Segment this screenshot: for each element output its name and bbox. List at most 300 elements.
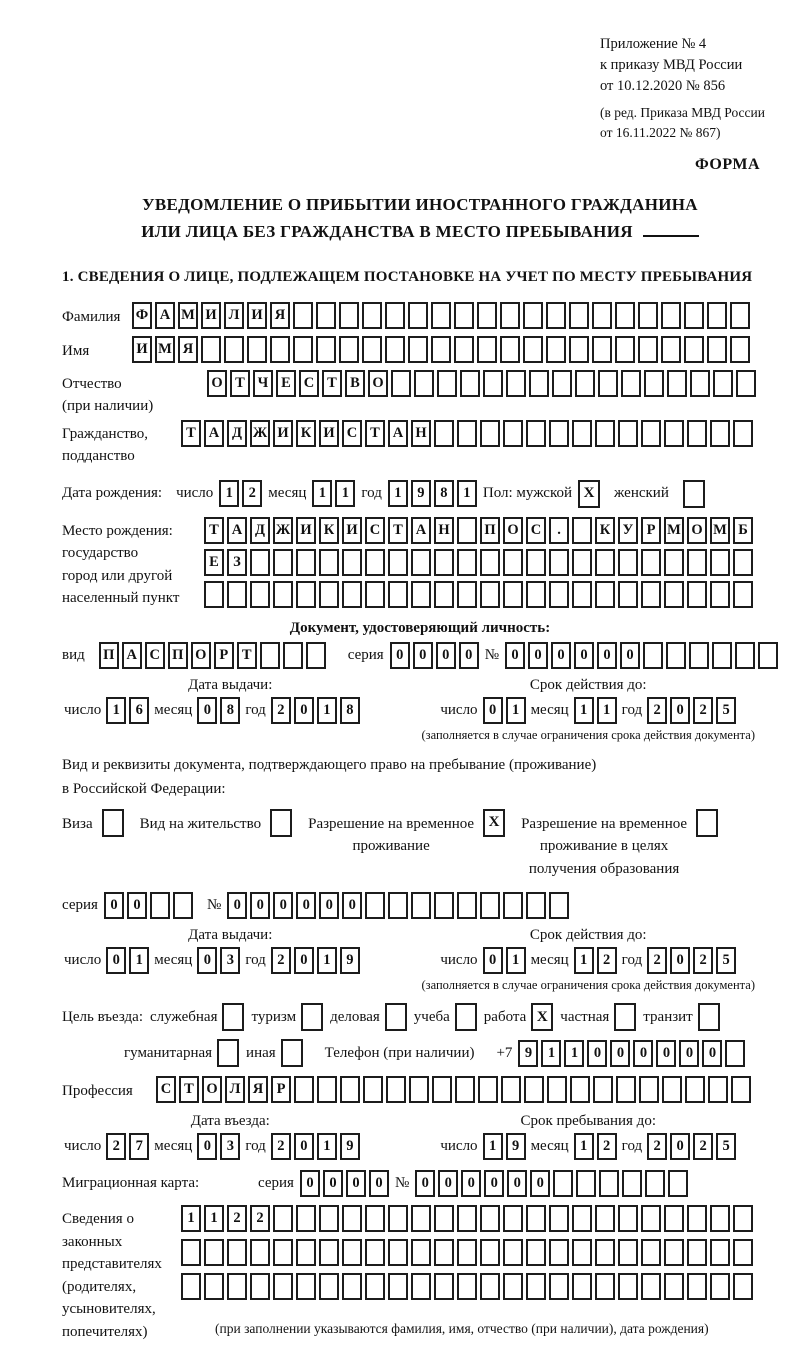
char-cell[interactable] [549,1273,569,1300]
char-cell[interactable]: А [227,517,247,544]
purpose-study-checkbox[interactable] [455,1003,477,1031]
char-cell[interactable]: 2 [693,1133,713,1160]
char-cell[interactable] [661,336,681,363]
char-cell[interactable] [689,642,709,669]
visa-checkbox[interactable] [102,809,124,837]
char-cell[interactable] [260,642,280,669]
char-cell[interactable] [592,336,612,363]
char-cell[interactable] [480,892,500,919]
char-cell[interactable] [664,420,684,447]
char-cell[interactable] [668,1170,688,1197]
char-cell[interactable]: Т [322,370,342,397]
char-cell[interactable] [294,1076,314,1103]
char-cell[interactable] [457,420,477,447]
char-cell[interactable]: С [526,517,546,544]
char-cell[interactable] [388,549,408,576]
char-cell[interactable] [552,370,572,397]
char-cell[interactable]: Т [181,420,201,447]
char-cell[interactable] [707,302,727,329]
char-cell[interactable] [480,1205,500,1232]
char-cell[interactable] [526,581,546,608]
char-cell[interactable]: 0 [369,1170,389,1197]
char-cell[interactable] [477,302,497,329]
char-cell[interactable] [457,549,477,576]
char-cell[interactable]: 9 [411,480,431,507]
char-cell[interactable] [687,549,707,576]
purpose-work-checkbox[interactable]: X [531,1003,553,1031]
char-cell[interactable]: 2 [227,1205,247,1232]
char-cell[interactable]: 3 [220,1133,240,1160]
char-cell[interactable]: 0 [574,642,594,669]
char-cell[interactable]: Я [178,336,198,363]
char-cell[interactable] [455,1076,475,1103]
char-cell[interactable]: 1 [541,1040,561,1067]
char-cell[interactable] [643,642,663,669]
char-cell[interactable] [503,1205,523,1232]
char-cell[interactable] [316,302,336,329]
char-cell[interactable]: 0 [346,1170,366,1197]
char-cell[interactable] [664,549,684,576]
char-cell[interactable]: 1 [483,1133,503,1160]
char-cell[interactable]: 0 [483,697,503,724]
char-cell[interactable] [575,370,595,397]
char-cell[interactable] [434,1273,454,1300]
char-cell[interactable] [431,336,451,363]
char-cell[interactable]: А [388,420,408,447]
char-cell[interactable] [411,1239,431,1266]
char-cell[interactable] [713,370,733,397]
char-cell[interactable]: 5 [716,697,736,724]
char-cell[interactable] [523,302,543,329]
char-cell[interactable]: 8 [340,697,360,724]
char-cell[interactable] [572,1273,592,1300]
char-cell[interactable] [454,302,474,329]
char-cell[interactable]: 1 [317,697,337,724]
char-cell[interactable] [293,302,313,329]
purpose-business-checkbox[interactable] [385,1003,407,1031]
char-cell[interactable]: Ж [273,517,293,544]
char-cell[interactable] [572,549,592,576]
char-cell[interactable]: Л [225,1076,245,1103]
char-cell[interactable]: 2 [597,947,617,974]
char-cell[interactable] [342,1273,362,1300]
char-cell[interactable] [618,549,638,576]
char-cell[interactable] [411,1273,431,1300]
char-cell[interactable] [385,336,405,363]
char-cell[interactable] [204,1273,224,1300]
char-cell[interactable] [363,1076,383,1103]
char-cell[interactable] [549,581,569,608]
char-cell[interactable]: И [201,302,221,329]
char-cell[interactable]: Р [214,642,234,669]
char-cell[interactable]: Т [388,517,408,544]
char-cell[interactable]: 1 [597,697,617,724]
temp-residence-education-checkbox[interactable] [696,809,718,837]
char-cell[interactable] [437,370,457,397]
char-cell[interactable]: 2 [647,947,667,974]
char-cell[interactable] [667,370,687,397]
char-cell[interactable]: Я [248,1076,268,1103]
char-cell[interactable]: Н [434,517,454,544]
char-cell[interactable] [319,1205,339,1232]
char-cell[interactable] [503,892,523,919]
char-cell[interactable] [386,1076,406,1103]
char-cell[interactable] [480,1239,500,1266]
char-cell[interactable] [710,1239,730,1266]
char-cell[interactable]: Ф [132,302,152,329]
char-cell[interactable] [576,1170,596,1197]
char-cell[interactable] [457,1205,477,1232]
char-cell[interactable] [319,1239,339,1266]
char-cell[interactable] [595,1239,615,1266]
char-cell[interactable] [730,336,750,363]
char-cell[interactable] [432,1076,452,1103]
char-cell[interactable]: З [227,549,247,576]
char-cell[interactable] [204,581,224,608]
char-cell[interactable] [365,1239,385,1266]
char-cell[interactable]: Т [365,420,385,447]
char-cell[interactable]: 2 [271,1133,291,1160]
char-cell[interactable] [733,420,753,447]
char-cell[interactable]: П [99,642,119,669]
char-cell[interactable] [388,1239,408,1266]
char-cell[interactable] [173,892,193,919]
char-cell[interactable] [273,1239,293,1266]
char-cell[interactable]: А [204,420,224,447]
char-cell[interactable] [500,302,520,329]
char-cell[interactable]: 0 [459,642,479,669]
char-cell[interactable]: М [155,336,175,363]
char-cell[interactable]: 0 [620,642,640,669]
char-cell[interactable] [319,581,339,608]
char-cell[interactable] [434,581,454,608]
char-cell[interactable]: С [299,370,319,397]
char-cell[interactable]: 0 [587,1040,607,1067]
char-cell[interactable] [599,1170,619,1197]
char-cell[interactable] [483,370,503,397]
char-cell[interactable]: Т [179,1076,199,1103]
char-cell[interactable] [526,1239,546,1266]
char-cell[interactable] [553,1170,573,1197]
char-cell[interactable] [454,336,474,363]
char-cell[interactable] [569,302,589,329]
char-cell[interactable] [224,336,244,363]
char-cell[interactable] [342,1239,362,1266]
char-cell[interactable] [615,336,635,363]
char-cell[interactable] [388,581,408,608]
char-cell[interactable]: 1 [312,480,332,507]
char-cell[interactable] [431,302,451,329]
char-cell[interactable] [204,1239,224,1266]
char-cell[interactable]: О [207,370,227,397]
char-cell[interactable]: 0 [390,642,410,669]
char-cell[interactable] [247,336,267,363]
char-cell[interactable]: 0 [461,1170,481,1197]
char-cell[interactable] [411,581,431,608]
char-cell[interactable]: 0 [656,1040,676,1067]
char-cell[interactable] [733,1273,753,1300]
char-cell[interactable] [408,302,428,329]
char-cell[interactable]: 1 [219,480,239,507]
char-cell[interactable] [595,1273,615,1300]
char-cell[interactable] [598,370,618,397]
char-cell[interactable]: 0 [633,1040,653,1067]
char-cell[interactable]: Д [227,420,247,447]
char-cell[interactable] [477,336,497,363]
char-cell[interactable] [434,420,454,447]
char-cell[interactable] [733,1205,753,1232]
char-cell[interactable]: 0 [106,947,126,974]
char-cell[interactable] [661,302,681,329]
char-cell[interactable] [638,336,658,363]
char-cell[interactable] [641,581,661,608]
char-cell[interactable] [457,892,477,919]
char-cell[interactable]: 2 [647,697,667,724]
char-cell[interactable] [414,370,434,397]
char-cell[interactable]: 0 [597,642,617,669]
char-cell[interactable] [457,581,477,608]
char-cell[interactable]: 8 [434,480,454,507]
char-cell[interactable] [273,1205,293,1232]
char-cell[interactable] [526,1273,546,1300]
char-cell[interactable] [150,892,170,919]
char-cell[interactable]: А [155,302,175,329]
char-cell[interactable]: 0 [300,1170,320,1197]
char-cell[interactable] [570,1076,590,1103]
char-cell[interactable]: Я [270,302,290,329]
char-cell[interactable]: 0 [197,697,217,724]
char-cell[interactable] [733,581,753,608]
char-cell[interactable] [616,1076,636,1103]
purpose-official-checkbox[interactable] [222,1003,244,1031]
char-cell[interactable]: 0 [342,892,362,919]
char-cell[interactable] [731,1076,751,1103]
char-cell[interactable] [503,1273,523,1300]
char-cell[interactable]: У [618,517,638,544]
char-cell[interactable] [595,420,615,447]
char-cell[interactable]: П [168,642,188,669]
char-cell[interactable]: К [319,517,339,544]
char-cell[interactable]: 1 [129,947,149,974]
char-cell[interactable]: 0 [670,947,690,974]
char-cell[interactable] [434,892,454,919]
char-cell[interactable] [526,549,546,576]
char-cell[interactable] [662,1076,682,1103]
char-cell[interactable] [664,1205,684,1232]
char-cell[interactable] [506,370,526,397]
char-cell[interactable] [595,1205,615,1232]
char-cell[interactable] [736,370,756,397]
char-cell[interactable]: Т [230,370,250,397]
char-cell[interactable] [687,1205,707,1232]
purpose-transit-checkbox[interactable] [698,1003,720,1031]
char-cell[interactable]: 1 [564,1040,584,1067]
residence-permit-checkbox[interactable] [270,809,292,837]
char-cell[interactable] [409,1076,429,1103]
char-cell[interactable] [391,370,411,397]
char-cell[interactable] [339,302,359,329]
char-cell[interactable] [181,1273,201,1300]
char-cell[interactable]: 0 [227,892,247,919]
char-cell[interactable]: 0 [483,947,503,974]
char-cell[interactable] [641,549,661,576]
char-cell[interactable] [306,642,326,669]
char-cell[interactable]: 9 [340,1133,360,1160]
char-cell[interactable]: А [411,517,431,544]
char-cell[interactable] [273,549,293,576]
char-cell[interactable] [340,1076,360,1103]
char-cell[interactable]: 1 [181,1205,201,1232]
char-cell[interactable]: Е [204,549,224,576]
char-cell[interactable]: 0 [484,1170,504,1197]
char-cell[interactable] [641,1205,661,1232]
char-cell[interactable]: 8 [220,697,240,724]
sex-female-checkbox[interactable] [683,480,705,508]
char-cell[interactable]: Ч [253,370,273,397]
char-cell[interactable] [621,370,641,397]
char-cell[interactable]: 6 [129,697,149,724]
char-cell[interactable]: И [319,420,339,447]
char-cell[interactable] [618,1273,638,1300]
char-cell[interactable] [365,581,385,608]
char-cell[interactable]: О [191,642,211,669]
purpose-humanitarian-checkbox[interactable] [217,1039,239,1067]
char-cell[interactable] [572,517,592,544]
char-cell[interactable] [684,302,704,329]
char-cell[interactable] [618,581,638,608]
char-cell[interactable]: С [342,420,362,447]
char-cell[interactable] [710,1273,730,1300]
char-cell[interactable] [664,1239,684,1266]
char-cell[interactable] [503,549,523,576]
char-cell[interactable] [480,581,500,608]
char-cell[interactable] [622,1170,642,1197]
char-cell[interactable] [641,420,661,447]
char-cell[interactable]: 2 [242,480,262,507]
char-cell[interactable]: И [273,420,293,447]
char-cell[interactable]: Р [271,1076,291,1103]
char-cell[interactable] [478,1076,498,1103]
char-cell[interactable] [524,1076,544,1103]
char-cell[interactable]: 1 [317,947,337,974]
purpose-private-checkbox[interactable] [614,1003,636,1031]
char-cell[interactable]: 1 [574,947,594,974]
char-cell[interactable] [503,1239,523,1266]
char-cell[interactable]: 1 [388,480,408,507]
char-cell[interactable]: С [145,642,165,669]
char-cell[interactable] [434,1205,454,1232]
char-cell[interactable] [480,1273,500,1300]
char-cell[interactable] [549,1205,569,1232]
char-cell[interactable] [685,1076,705,1103]
char-cell[interactable] [339,336,359,363]
char-cell[interactable] [365,549,385,576]
char-cell[interactable] [572,420,592,447]
char-cell[interactable]: И [296,517,316,544]
char-cell[interactable]: 1 [317,1133,337,1160]
char-cell[interactable]: Ж [250,420,270,447]
char-cell[interactable]: 0 [436,642,456,669]
char-cell[interactable]: О [687,517,707,544]
char-cell[interactable]: 0 [294,1133,314,1160]
char-cell[interactable]: 2 [106,1133,126,1160]
char-cell[interactable]: 1 [335,480,355,507]
char-cell[interactable]: 1 [204,1205,224,1232]
char-cell[interactable] [687,581,707,608]
char-cell[interactable]: И [247,302,267,329]
char-cell[interactable]: 2 [693,697,713,724]
char-cell[interactable] [408,336,428,363]
char-cell[interactable] [501,1076,521,1103]
purpose-other-checkbox[interactable] [281,1039,303,1067]
char-cell[interactable] [618,420,638,447]
char-cell[interactable]: 0 [294,697,314,724]
char-cell[interactable] [296,549,316,576]
char-cell[interactable] [549,549,569,576]
char-cell[interactable] [572,1205,592,1232]
char-cell[interactable]: 1 [574,1133,594,1160]
char-cell[interactable] [618,1239,638,1266]
char-cell[interactable] [690,370,710,397]
char-cell[interactable] [227,1273,247,1300]
char-cell[interactable] [365,1273,385,1300]
char-cell[interactable] [227,1239,247,1266]
char-cell[interactable] [735,642,755,669]
char-cell[interactable] [365,892,385,919]
char-cell[interactable] [250,581,270,608]
char-cell[interactable] [712,642,732,669]
char-cell[interactable]: 1 [457,480,477,507]
char-cell[interactable] [641,1273,661,1300]
char-cell[interactable] [618,1205,638,1232]
char-cell[interactable] [687,1239,707,1266]
char-cell[interactable] [250,1239,270,1266]
char-cell[interactable] [710,581,730,608]
char-cell[interactable] [411,549,431,576]
char-cell[interactable]: М [178,302,198,329]
char-cell[interactable]: А [122,642,142,669]
char-cell[interactable]: 3 [220,947,240,974]
char-cell[interactable]: Е [276,370,296,397]
char-cell[interactable] [730,302,750,329]
char-cell[interactable]: 9 [506,1133,526,1160]
char-cell[interactable] [529,370,549,397]
char-cell[interactable] [708,1076,728,1103]
char-cell[interactable] [725,1040,745,1067]
char-cell[interactable]: . [549,517,569,544]
char-cell[interactable] [639,1076,659,1103]
char-cell[interactable] [319,549,339,576]
char-cell[interactable] [460,370,480,397]
char-cell[interactable]: 0 [294,947,314,974]
char-cell[interactable] [480,549,500,576]
char-cell[interactable]: Р [641,517,661,544]
char-cell[interactable] [503,420,523,447]
char-cell[interactable]: Д [250,517,270,544]
char-cell[interactable]: О [368,370,388,397]
char-cell[interactable] [365,1205,385,1232]
char-cell[interactable] [526,420,546,447]
char-cell[interactable]: 0 [319,892,339,919]
char-cell[interactable]: 0 [296,892,316,919]
purpose-tourism-checkbox[interactable] [301,1003,323,1031]
char-cell[interactable]: 1 [506,697,526,724]
char-cell[interactable] [411,1205,431,1232]
char-cell[interactable]: 0 [670,697,690,724]
char-cell[interactable]: Т [204,517,224,544]
char-cell[interactable]: 2 [271,697,291,724]
char-cell[interactable] [549,420,569,447]
